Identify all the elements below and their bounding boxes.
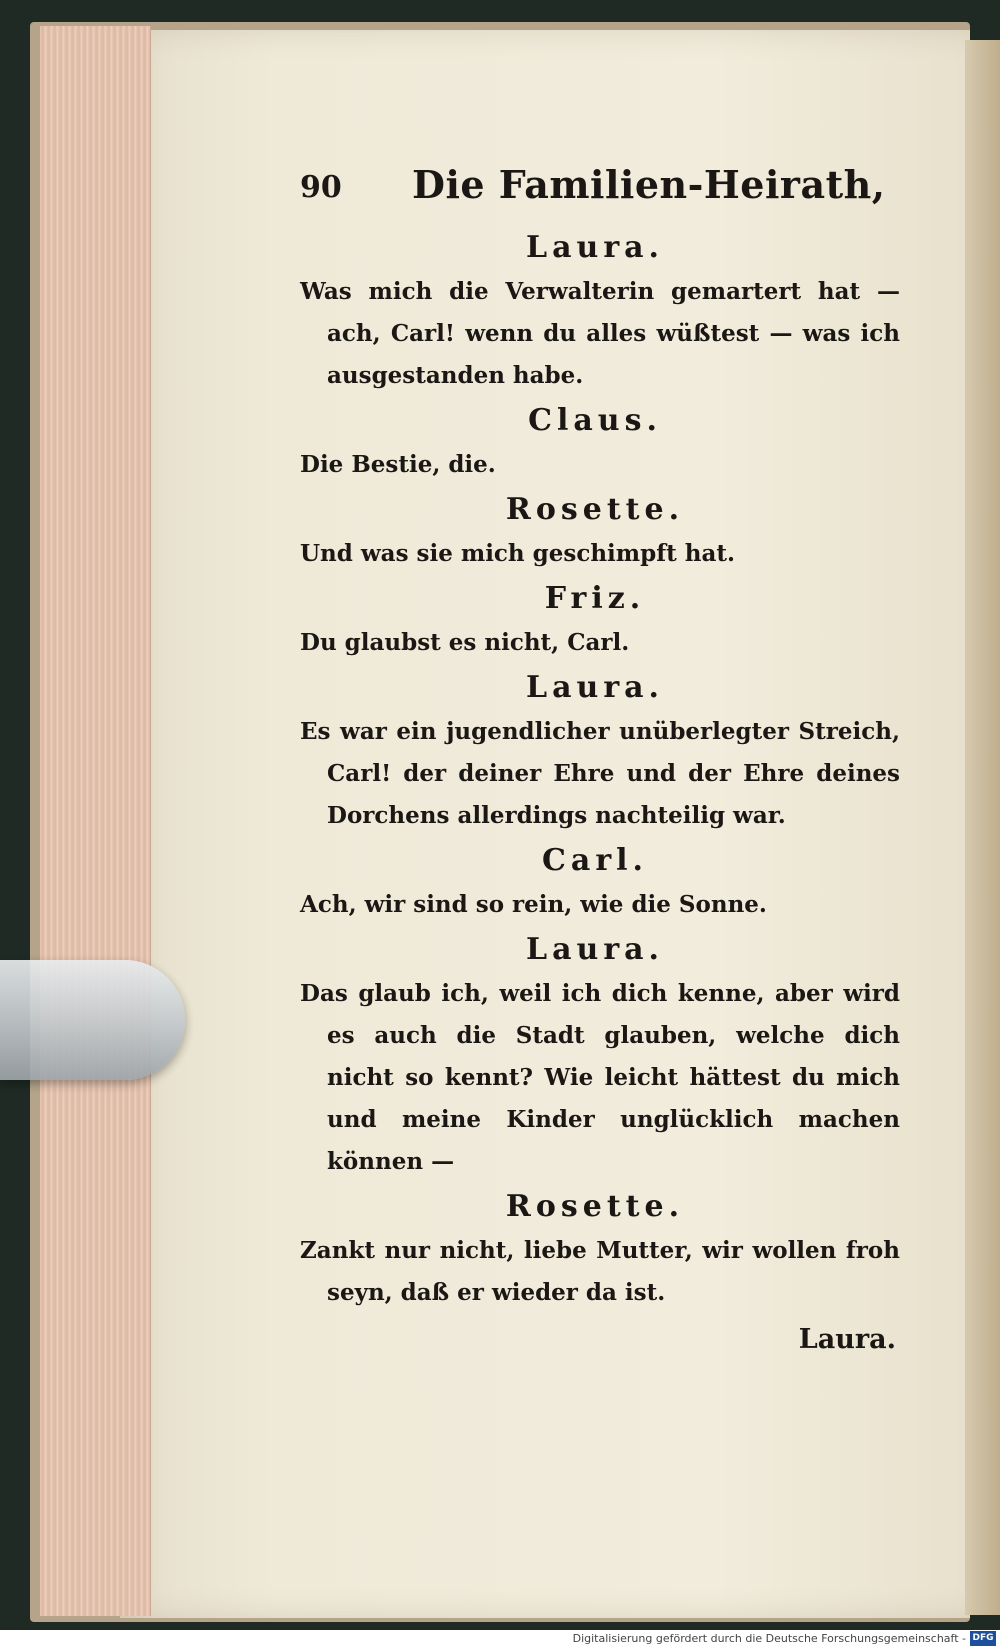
- speech-text: Du glaubst es nicht, Carl.: [300, 629, 630, 656]
- book-spine-edge: [965, 40, 1000, 1615]
- dialogue-entry: [300, 230, 900, 397]
- speaker-name: Claus.: [528, 403, 662, 438]
- dialogue-entry: [300, 492, 900, 575]
- book-clip: [0, 960, 185, 1080]
- speech-text: Es war ein jugendlicher unüberlegter Streich, Carl! der deiner Ehre und der Ehre deines Dorchens allerdings nachteilig war.: [300, 718, 900, 829]
- speaker-name: Rosette.: [505, 492, 685, 527]
- dialogue-entry: [300, 932, 900, 1183]
- speaker-name: Friz.: [544, 581, 646, 616]
- dialogue-entry: [300, 403, 900, 486]
- page-number: 90: [300, 170, 342, 205]
- catchword: Laura.: [798, 1324, 896, 1355]
- speech-text: Die Bestie, die.: [300, 451, 496, 478]
- speech-text: Und was sie mich geschimpft hat.: [300, 540, 735, 567]
- dialogue-entry: [300, 670, 900, 837]
- speech-text: Das glaub ich, weil ich dich kenne, aber wird es auch die Stadt glauben, welche dich nicht so kennt? Wie leicht hättest du mich und meine Kinder unglücklich machen können —: [300, 980, 900, 1175]
- speaker-name: Laura.: [525, 932, 665, 967]
- speaker-name: Carl.: [542, 843, 648, 878]
- digitization-credit: Digitalisierung gefördert durch die Deutsche Forschungsgemeinschaft -: [572, 1632, 966, 1645]
- speaker-name: Laura.: [525, 230, 665, 265]
- page-text: [300, 150, 900, 1355]
- speech-text: Zankt nur nicht, liebe Mutter, wir wollen froh seyn, daß er wieder da ist.: [300, 1237, 900, 1306]
- running-head: Die Familien-Heirath,: [412, 162, 886, 207]
- speech-text: Ach, wir sind so rein, wie die Sonne.: [300, 891, 767, 918]
- page-edges: [40, 26, 151, 1616]
- dialogue-entry: [300, 1189, 900, 1314]
- speech-text: Was mich die Verwalterin gemartert hat — ach, Carl! wenn du alles wüßtest — was ich ausgestanden habe.: [300, 278, 900, 389]
- dfg-logo: DFG: [970, 1631, 996, 1646]
- speaker-name: Rosette.: [505, 1189, 685, 1224]
- page-header: [300, 150, 900, 224]
- speaker-name: Laura.: [525, 670, 665, 705]
- dialogue-entry: [300, 843, 900, 926]
- dialogue-entry: [300, 581, 900, 664]
